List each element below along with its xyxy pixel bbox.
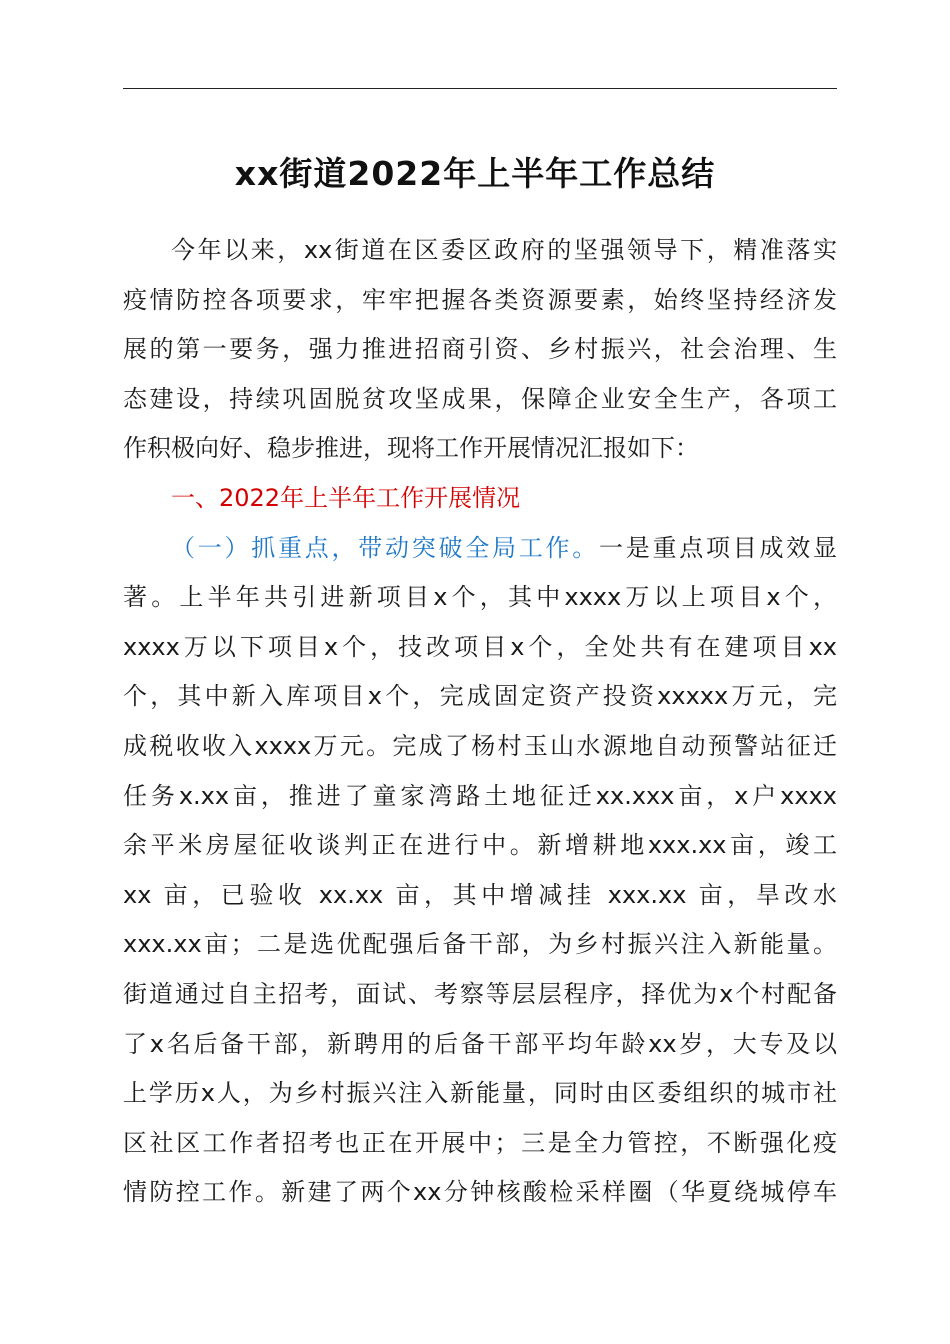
body-line: 区社区工作者招考也正在开展中；三是全力管控，不断强化疫 <box>123 1128 837 1157</box>
subsection-heading: （一）抓重点，带动突破全局工作。 <box>171 533 599 562</box>
body-line: xxx.xx亩；二是选优配强后备干部，为乡村振兴注入新能量。 <box>123 930 837 959</box>
body-line: 上学历x人，为乡村振兴注入新能量，同时由区委组织的城市社 <box>123 1079 837 1108</box>
body-line: 成税收收入xxxx万元。完成了杨村玉山水源地自动预警站征迁 <box>123 731 837 760</box>
body-line: xx 亩，已验收 xx.xx 亩，其中增减挂 xxx.xx 亩，旱改水 <box>123 880 837 909</box>
subsection-first-line <box>123 524 837 574</box>
body-line: 街道通过自主招考，面试、考察等层层程序，择优为x个村配备 <box>123 979 837 1008</box>
body-line: 情防控工作。新建了两个xx分钟核酸检采样圈（华夏绕城停车 <box>123 1178 837 1207</box>
intro-line: 今年以来，xx街道在区委区政府的坚强领导下，精准落实 <box>171 236 837 264</box>
intro-line: 疫情防控各项要求，牢牢把握各类资源要素，始终坚持经济发 <box>123 285 837 314</box>
intro-line: 态建设，持续巩固脱贫攻坚成果，保障企业安全生产，各项工 <box>123 384 837 413</box>
body-line: 著。上半年共引进新项目x个，其中xxxx万以上项目x个， <box>123 583 837 612</box>
intro-line: 作积极向好、稳步推进，现将工作开展情况汇报如下： <box>123 434 699 463</box>
document-body <box>123 226 837 1218</box>
body-line: 余平米房屋征收谈判正在进行中。新增耕地xxx.xx亩，竣工 <box>123 831 837 860</box>
intro-line: 展的第一要务，强力推进招商引资、乡村振兴，社会治理、生 <box>123 335 837 364</box>
header-rule <box>123 88 837 89</box>
body-line: 个，其中新入库项目x个，完成固定资产投资xxxxx万元，完 <box>123 682 837 711</box>
section-heading: 一、2022年上半年工作开展情况 <box>171 483 521 512</box>
body-line: xxxx万以下项目x个，技改项目x个，全处共有在建项目xx <box>123 632 837 661</box>
body-line: 了x名后备干部，新聘用的后备干部平均年龄xx岁，大专及以 <box>123 1029 837 1058</box>
document-title: xx街道2022年上半年工作总结 <box>234 154 716 193</box>
subsection-first-line-text: 一是重点项目成效显 <box>599 533 837 562</box>
body-line: 任务x.xx亩，推进了童家湾路土地征迁xx.xxx亩，x户xxxx <box>123 781 837 810</box>
